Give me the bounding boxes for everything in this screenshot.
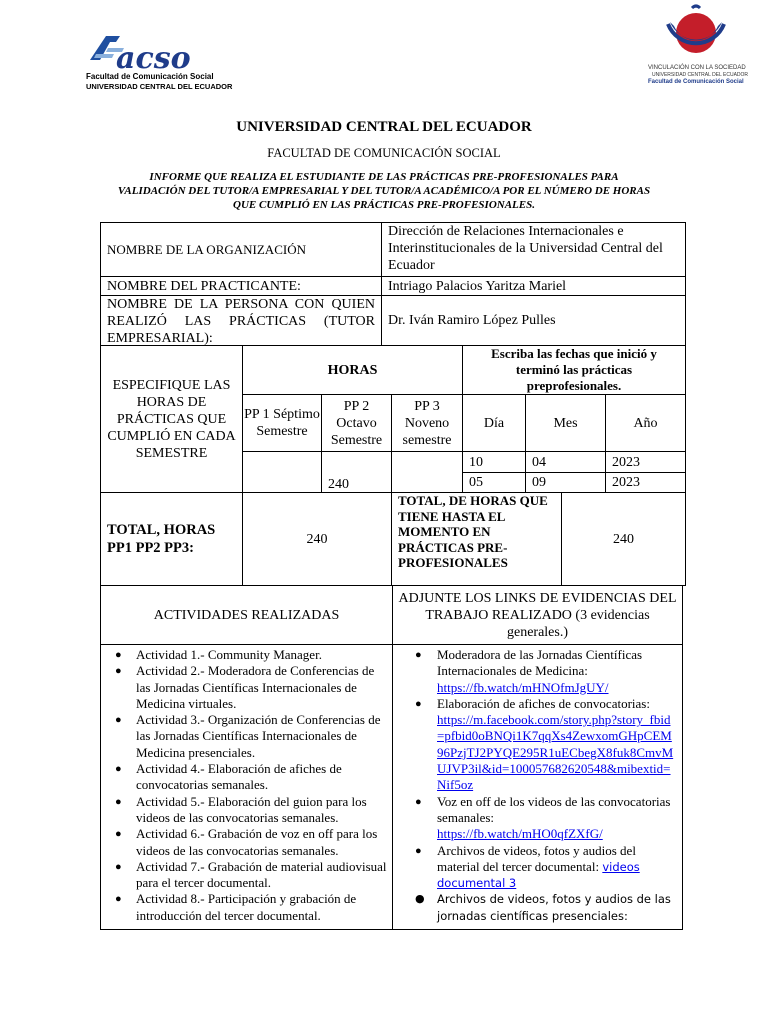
tutor-label xyxy=(100,295,382,346)
vinculacion-logo-mark xyxy=(640,4,750,64)
activity-item: ● Actividad 1.- Community Manager. xyxy=(101,647,388,663)
evidence-text: Elaboración de afiches de convocatorias: xyxy=(437,695,650,711)
facso-logo-mark xyxy=(86,30,210,74)
end-year: 2023 xyxy=(605,472,686,493)
report-heading-line3: QUE CUMPLIÓ EN LAS PRÁCTICAS PRE-PROFESIONALES. xyxy=(233,199,535,211)
month-header: Mes xyxy=(525,394,606,452)
tutor-value: Dr. Iván Ramiro López Pulles xyxy=(381,295,686,346)
activity-item: ● Actividad 4.- Elaboración de afiches de convocatorias semanales. xyxy=(101,761,388,794)
evidence-list xyxy=(393,647,676,924)
activity-item: ● Actividad 6.- Grabación de voz en off para los videos de las convocatorias semanales. xyxy=(101,826,388,859)
activities-list-cell xyxy=(100,644,393,930)
activity-item: ● Actividad 5.- Elaboración del guion para los videos de las convocatorias semanales. xyxy=(101,794,388,827)
tutor-label-line3: EMPRESARIAL): xyxy=(107,331,213,346)
hours-to-date-label: TOTAL, DE HORAS QUE TIENE HASTA EL MOMENTO EN PRÁCTICAS PRE-PROFESIONALES xyxy=(391,492,562,586)
start-year: 2023 xyxy=(605,451,686,473)
logo-vinculacion-text: VINCULACIÓN CON LA SOCIEDAD xyxy=(648,65,746,71)
end-month: 09 xyxy=(525,472,606,493)
student-label: NOMBRE DEL PRACTICANTE: xyxy=(100,276,382,296)
facso-logo-text: acso xyxy=(116,41,191,74)
pp2-hours-value: 240 xyxy=(321,451,392,493)
activity-item: ● Actividad 2.- Moderadora de Conferencias de las Jornadas Científicas Internacionales de Medicina virtuales. xyxy=(101,663,388,712)
student-value: Intriago Palacios Yaritza Mariel xyxy=(381,276,686,296)
evidence-text: Archivos de videos, fotos y audios de las jornadas científicas presenciales: xyxy=(437,892,671,923)
evidence-item xyxy=(393,843,676,892)
evidence-text: Moderadora de las Jornadas Científicas Internacionales de Medicina: xyxy=(437,647,643,679)
facso-logo xyxy=(86,30,233,96)
evidence-item xyxy=(393,891,676,924)
pp3-header: PP 3 Noveno semestre xyxy=(391,394,463,452)
evidence-link[interactable]: https://m.facebook.com/story.php?story_fbid=pfbid0oBNQi1K7qqXs4ZewxomGHpCEM96PzjTJ2PYQE295R1uECbegX8fuk8CmvMUJVP3il&id=100057682620548&mibextid=Nif5oz xyxy=(437,712,674,793)
activity-item: ● Actividad 3.- Organización de Conferencias de las Jornadas Científicas Internacionales de Medicina presenciales. xyxy=(101,712,388,761)
specify-hours-label: ESPECIFIQUE LAS HORAS DE PRÁCTICAS QUE CUMPLIÓ EN CADA SEMESTRE xyxy=(100,345,243,493)
evidence-item xyxy=(393,647,676,696)
activity-item: ● Actividad 8.- Participación y grabación de introducción del tercer documental. xyxy=(101,891,388,924)
hours-to-date-value: 240 xyxy=(561,492,686,586)
evidence-link[interactable]: https://fb.watch/mHO0qfZXfG/ xyxy=(437,826,603,842)
evidence-item xyxy=(393,794,676,843)
evidence-item xyxy=(393,696,676,794)
evidence-link[interactable]: videos documental 3 xyxy=(437,859,640,891)
org-value: Dirección de Relaciones Internacionales e Interinstitucionales de la Universidad Central del Ecuador xyxy=(381,222,686,277)
org-label: NOMBRE DE LA ORGANIZACIÓN xyxy=(100,222,382,277)
tutor-label-line2: REALIZÓ LAS PRÁCTICAS (TUTOR xyxy=(107,314,375,329)
evidence-text: Archivos de videos, fotos y audios del material del tercer documental: xyxy=(437,842,636,874)
end-day: 05 xyxy=(462,472,526,493)
activity-item: ● Actividad 7.- Grabación de material audiovisual para el tercer documental. xyxy=(101,859,388,892)
vinculacion-logo xyxy=(640,4,750,92)
pp1-header: PP 1 Séptimo Semestre xyxy=(242,394,322,452)
evidence-text: Voz en off de los videos de las convocatorias semanales: xyxy=(437,793,671,825)
pp2-header: PP 2 Octavo Semestre xyxy=(321,394,392,452)
total-hours-value: 240 xyxy=(242,492,392,586)
report-heading-line1: INFORME QUE REALIZA EL ESTUDIANTE DE LAS PRÁCTICAS PRE-PROFESIONALES PARA xyxy=(149,171,619,183)
start-month: 04 xyxy=(525,451,606,473)
hours-header: HORAS xyxy=(242,345,463,395)
activities-list xyxy=(101,647,388,924)
evidence-link[interactable]: https://fb.watch/mHNOfmJgUY/ xyxy=(437,679,609,695)
pp1-hours-value xyxy=(242,451,322,493)
start-day: 10 xyxy=(462,451,526,473)
tutor-label-line1: NOMBRE DE LA PERSONA CON QUIEN xyxy=(107,297,375,312)
report-heading xyxy=(0,170,768,212)
evidence-list-cell xyxy=(392,644,683,930)
logo-university-name: UNIVERSIDAD CENTRAL DEL ECUADOR xyxy=(86,82,233,91)
year-header: Año xyxy=(605,394,686,452)
document-subtitle: FACULTAD DE COMUNICACIÓN SOCIAL xyxy=(267,146,501,160)
dates-header: Escriba las fechas que inició y terminó las prácticas preprofesionales. xyxy=(462,345,686,395)
document-title: UNIVERSIDAD CENTRAL DEL ECUADOR xyxy=(236,119,532,135)
report-heading-line2: VALIDACIÓN DEL TUTOR/A EMPRESARIAL Y DEL TUTOR/A ACADÉMICO/A POR EL NÚMERO DE HORAS xyxy=(117,185,651,197)
logo-university-text: UNIVERSIDAD CENTRAL DEL ECUADOR xyxy=(652,72,749,78)
logo-faculty-name: Facultad de Comunicación Social xyxy=(86,72,214,81)
activities-header: ACTIVIDADES REALIZADAS xyxy=(100,585,393,645)
day-header: Día xyxy=(462,394,526,452)
total-hours-label: TOTAL, HORAS PP1 PP2 PP3: xyxy=(100,492,243,586)
evidence-links-header: ADJUNTE LOS LINKS DE EVIDENCIAS DEL TRABAJO REALIZADO (3 evidencias generales.) xyxy=(392,585,683,645)
logo-faculty-text: Facultad de Comunicación Social xyxy=(648,79,744,85)
pp3-hours-value xyxy=(391,451,463,493)
